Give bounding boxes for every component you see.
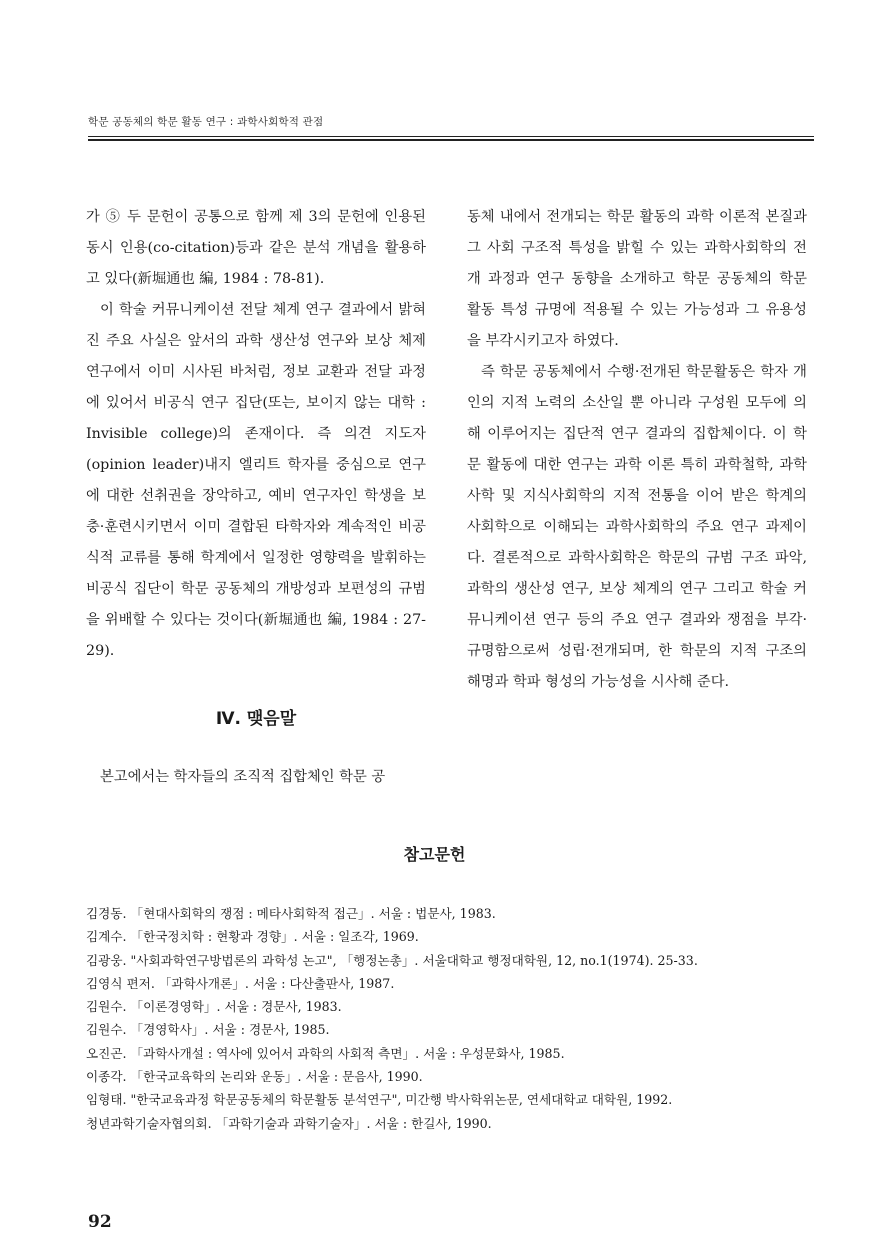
left-paragraph-1: 가 ⑤ 두 문헌이 공통으로 함께 제 3의 문헌에 인용된 동시 인용(co-citation)등과 같은 분석 개념을 활용하고 있다(新堀通也 編, 1984 : 78-81).	[86, 209, 426, 287]
right-paragraph-1: 동체 내에서 전개되는 학문 활동의 과학 이론적 본질과 그 사회 구조적 특성을 밝힐 수 있는 과학사회학의 전개 과정과 연구 동향을 소개하고 학문 공동체의 학문 활동 특성 규명에 적용될 수 있는 가능성과 그 유용성을 부각시키고자 하였다.	[467, 209, 807, 349]
references-list	[86, 902, 816, 1135]
reference-item: 이종각. 「한국교육학의 논리와 운동」. 서울 : 문음사, 1990.	[86, 1069, 423, 1085]
reference-item: 임형태. "한국교육과정 학문공동체의 학문활동 분석연구", 미간행 박사학위논문, 연세대학교 대학원, 1992.	[86, 1092, 673, 1108]
page-number: 92	[88, 1212, 112, 1232]
reference-item: 김경동. 「현대사회학의 쟁점 : 메타사회학적 접근」. 서울 : 법문사, 1983.	[86, 906, 496, 921]
references-heading: 참고문헌	[403, 845, 466, 864]
header-rule	[88, 136, 814, 141]
reference-item: 김광웅. "사회과학연구방법론의 과학성 논고", 「행정논총」. 서울대학교 행정대학원, 12, no.1(1974). 25-33.	[86, 952, 698, 968]
reference-item: 김원수. 「경영학사」. 서울 : 경문사, 1985.	[86, 1022, 330, 1038]
left-column	[86, 202, 426, 667]
reference-item: 김계수. 「한국정치학 : 현황과 경향」. 서울 : 일조각, 1969.	[86, 929, 419, 945]
reference-item: 청년과학기술자협의회. 「과학기술과 과학기술자」. 서울 : 한길사, 1990.	[86, 1115, 492, 1131]
right-paragraph-2: 즉 학문 공동체에서 수행·전개된 학문활동은 학자 개인의 지적 노력의 소산일 뿐 아니라 구성원 모두에 의해 이루어지는 집단적 연구 결과의 집합체이다. 이 학문 활동에 대한 연구는 과학 이론 특히 과학철학, 과학사학 및 지식사회학의 지적 전통을 이어 받은 학계의 사회학으로 이해되는 과학사회학의 주요 연구 과제이다. 결론적으로 과학사회학은 학문의 규범 구조 파악, 과학의 생산성 연구, 보상 체계의 연구 그리고 학술 커뮤니케이션 연구 등의 주요 연구 결과와 쟁점을 부각·규명함으로써 성립·전개되며, 한 학문의 지적 구조의 해명과 학파 형성의 가능성을 시사해 준다.	[467, 364, 807, 690]
section-heading: Ⅳ. 맺음말	[215, 709, 297, 729]
running-header: 학문 공동체의 학문 활동 연구 : 과학사회학적 관점	[88, 116, 324, 128]
right-column	[467, 202, 807, 698]
left-paragraph-2: 이 학술 커뮤니케이션 전달 체계 연구 결과에서 밝혀진 주요 사실은 앞서의 과학 생산성 연구와 보상 체제 연구에서 이미 시사된 바처럼, 정보 교환과 전달 과정에 있어서 비공식 연구 집단(또는, 보이지 않는 대학 : Invisible college)의 존재이다. 즉 의견 지도자(opinion leader)내지 엘리트 학자를 중심으로 연구에 대한 선취권을 장악하고, 예비 연구자인 학생을 보충·훈련시키면서 이미 결합된 타학자와 계속적인 비공식적 교류를 통해 학계에서 일정한 영향력을 발휘하는 비공식 집단이 학문 공동체의 개방성과 보편성의 규범을 위배할 수 있다는 것이다(新堀通也 編, 1984 : 27-29).	[86, 302, 426, 659]
reference-item: 김원수. 「이론경영학」. 서울 : 경문사, 1983.	[86, 999, 342, 1015]
section-body: 본고에서는 학자들의 조직적 집합체인 학문 공	[100, 769, 386, 785]
reference-item: 김영식 편저. 「과학사개론」. 서울 : 다산출판사, 1987.	[86, 975, 395, 991]
reference-item: 오진곤. 「과학사개설 : 역사에 있어서 과학의 사회적 측면」. 서울 : 우성문화사, 1985.	[86, 1045, 565, 1061]
